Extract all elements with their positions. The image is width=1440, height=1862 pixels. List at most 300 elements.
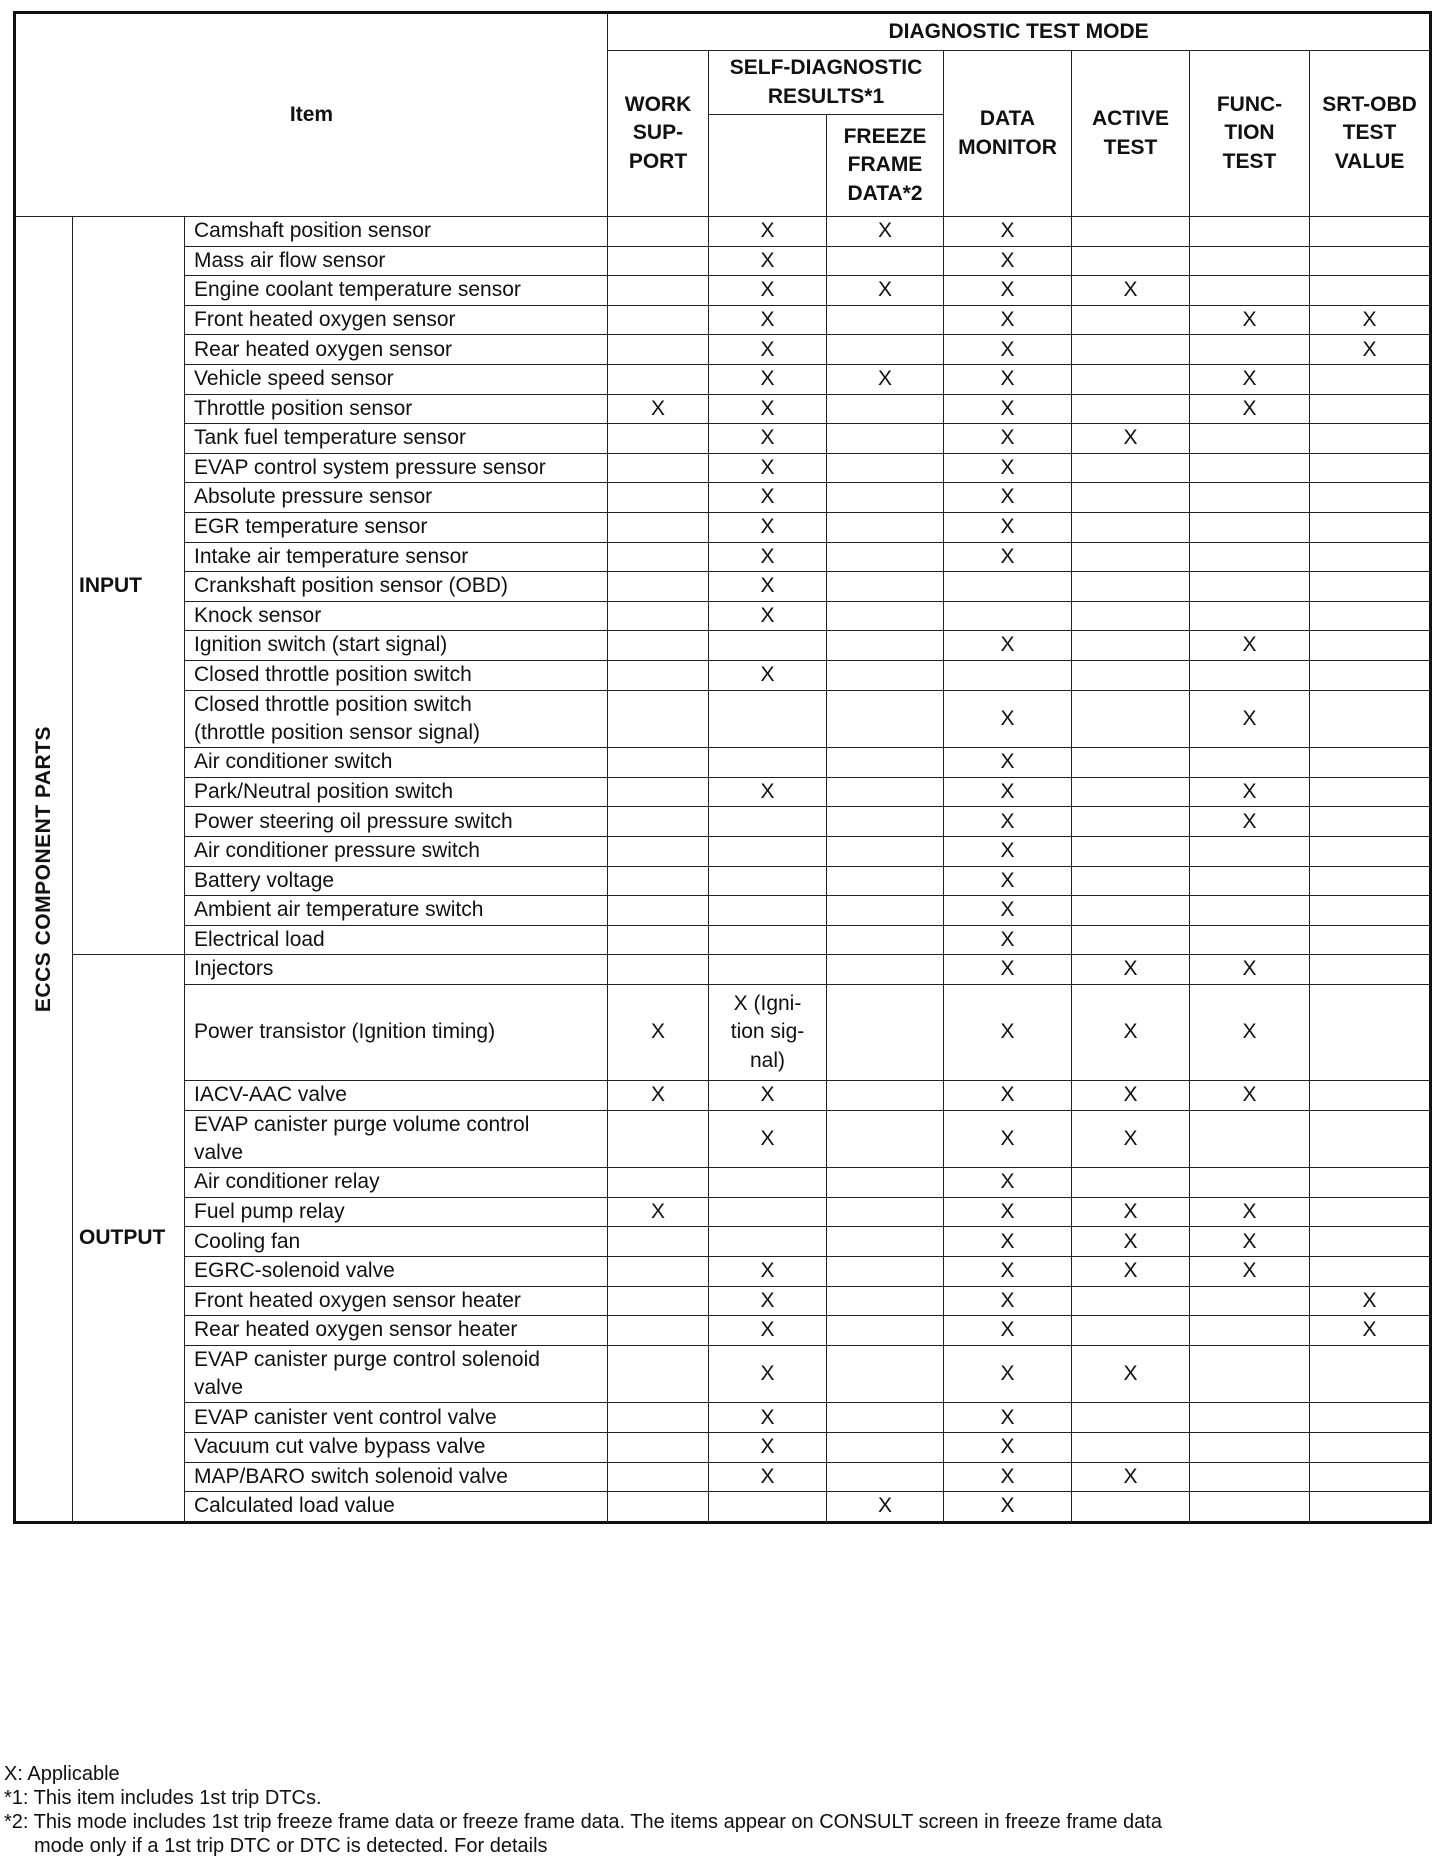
function-test-cell: X	[1190, 364, 1310, 394]
item-name: Vacuum cut valve bypass valve	[185, 1433, 608, 1463]
active-test-cell	[1072, 246, 1190, 276]
work-support-cell	[608, 1257, 709, 1287]
freeze-frame-cell	[827, 1316, 944, 1346]
freeze-frame-cell	[827, 572, 944, 602]
self-diagnostic-cell	[709, 955, 827, 985]
function-test-cell	[1190, 748, 1310, 778]
data-monitor-cell: X	[944, 335, 1072, 365]
function-test-cell	[1190, 1433, 1310, 1463]
self-diagnostic-cell: X	[709, 777, 827, 807]
active-test-cell: X	[1072, 1080, 1190, 1110]
function-test-cell	[1190, 1168, 1310, 1198]
active-test-cell	[1072, 335, 1190, 365]
active-test-cell	[1072, 660, 1190, 690]
self-diagnostic-cell: X	[709, 276, 827, 306]
freeze-frame-cell: X	[827, 217, 944, 247]
function-test-cell: X	[1190, 1197, 1310, 1227]
item-name: EVAP canister purge volume control valve	[185, 1110, 608, 1168]
work-support-cell	[608, 335, 709, 365]
active-test-cell	[1072, 748, 1190, 778]
srt-obd-cell	[1310, 601, 1431, 631]
self-diagnostic-cell: X	[709, 1345, 827, 1403]
self-diagnostic-cell	[709, 896, 827, 926]
work-support-cell	[608, 866, 709, 896]
freeze-frame-cell	[827, 542, 944, 572]
active-test-cell	[1072, 364, 1190, 394]
item-name: Injectors	[185, 955, 608, 985]
table-row	[15, 1403, 1431, 1433]
item-name: IACV-AAC valve	[185, 1080, 608, 1110]
function-test-cell: X	[1190, 690, 1310, 748]
item-name: Closed throttle position switch	[185, 660, 608, 690]
active-test-cell	[1072, 1492, 1190, 1522]
self-diagnostic-cell: X	[709, 1433, 827, 1463]
srt-obd-cell	[1310, 364, 1431, 394]
freeze-frame-cell	[827, 512, 944, 542]
active-test-cell	[1072, 1168, 1190, 1198]
function-test-cell	[1190, 246, 1310, 276]
freeze-frame-cell	[827, 1227, 944, 1257]
data-monitor-cell: X	[944, 1316, 1072, 1346]
self-diagnostic-cell	[709, 631, 827, 661]
freeze-frame-cell	[827, 335, 944, 365]
active-test-cell	[1072, 512, 1190, 542]
active-test-cell	[1072, 483, 1190, 513]
srt-obd-cell: X	[1310, 1286, 1431, 1316]
table-row	[15, 512, 1431, 542]
active-test-cell: X	[1072, 1462, 1190, 1492]
active-test-cell: X	[1072, 1197, 1190, 1227]
table-row	[15, 394, 1431, 424]
header-diagnostic-test-mode: DIAGNOSTIC TEST MODE	[608, 13, 1431, 51]
function-test-cell: X	[1190, 631, 1310, 661]
function-test-cell	[1190, 601, 1310, 631]
freeze-frame-cell	[827, 984, 944, 1080]
data-monitor-cell: X	[944, 984, 1072, 1080]
work-support-cell	[608, 572, 709, 602]
item-name: Park/Neutral position switch	[185, 777, 608, 807]
table-row	[15, 1257, 1431, 1287]
self-diagnostic-cell: X	[709, 1462, 827, 1492]
table-row	[15, 807, 1431, 837]
srt-obd-cell	[1310, 572, 1431, 602]
self-diagnostic-cell	[709, 925, 827, 955]
footnote-1: *1: This item includes 1st trip DTCs.	[4, 1787, 322, 1809]
self-diagnostic-cell	[709, 748, 827, 778]
table-row	[15, 483, 1431, 513]
work-support-cell	[608, 836, 709, 866]
self-diagnostic-cell: X	[709, 1080, 827, 1110]
self-diagnostic-cell: X	[709, 335, 827, 365]
freeze-frame-cell	[827, 836, 944, 866]
function-test-cell	[1190, 1345, 1310, 1403]
active-test-cell: X	[1072, 984, 1190, 1080]
freeze-frame-cell	[827, 631, 944, 661]
freeze-frame-cell: X	[827, 1492, 944, 1522]
item-name: Knock sensor	[185, 601, 608, 631]
data-monitor-cell: X	[944, 1110, 1072, 1168]
header-row-1	[15, 13, 1431, 51]
footnote-2-continued: mode only if a 1st trip DTC or DTC is detected. For details	[34, 1835, 548, 1857]
table-row	[15, 631, 1431, 661]
work-support-cell	[608, 512, 709, 542]
srt-obd-cell	[1310, 1433, 1431, 1463]
srt-obd-cell	[1310, 690, 1431, 748]
table-row	[15, 246, 1431, 276]
freeze-frame-cell	[827, 601, 944, 631]
function-test-cell	[1190, 1492, 1310, 1522]
active-test-cell	[1072, 866, 1190, 896]
function-test-cell	[1190, 1316, 1310, 1346]
work-support-cell	[608, 690, 709, 748]
active-test-cell	[1072, 217, 1190, 247]
data-monitor-cell	[944, 572, 1072, 602]
freeze-frame-cell	[827, 453, 944, 483]
work-support-cell: X	[608, 394, 709, 424]
item-name: Vehicle speed sensor	[185, 364, 608, 394]
item-name: Power transistor (Ignition timing)	[185, 984, 608, 1080]
table-row	[15, 1286, 1431, 1316]
table-row	[15, 777, 1431, 807]
work-support-cell	[608, 925, 709, 955]
work-support-cell	[608, 1316, 709, 1346]
srt-obd-cell	[1310, 1345, 1431, 1403]
function-test-cell	[1190, 925, 1310, 955]
function-test-cell	[1190, 836, 1310, 866]
data-monitor-cell	[944, 660, 1072, 690]
function-test-cell	[1190, 1462, 1310, 1492]
srt-obd-cell	[1310, 660, 1431, 690]
function-test-cell: X	[1190, 394, 1310, 424]
self-diagnostic-cell	[709, 690, 827, 748]
item-name: Electrical load	[185, 925, 608, 955]
function-test-cell	[1190, 542, 1310, 572]
table-row	[15, 276, 1431, 306]
item-name: Calculated load value	[185, 1492, 608, 1522]
header-data-monitor: DATA MONITOR	[944, 51, 1072, 217]
work-support-cell	[608, 305, 709, 335]
self-diagnostic-cell: X	[709, 246, 827, 276]
active-test-cell	[1072, 1316, 1190, 1346]
table-row	[15, 542, 1431, 572]
item-name: Cooling fan	[185, 1227, 608, 1257]
active-test-cell: X	[1072, 276, 1190, 306]
freeze-frame-cell	[827, 1168, 944, 1198]
table-row	[15, 660, 1431, 690]
self-diagnostic-cell: X	[709, 1110, 827, 1168]
srt-obd-cell	[1310, 217, 1431, 247]
self-diagnostic-cell: X	[709, 1286, 827, 1316]
data-monitor-cell: X	[944, 748, 1072, 778]
item-name: Closed throttle position switch (throttle position sensor signal)	[185, 690, 608, 748]
item-name: Power steering oil pressure switch	[185, 807, 608, 837]
freeze-frame-cell	[827, 305, 944, 335]
table-row	[15, 1080, 1431, 1110]
srt-obd-cell	[1310, 866, 1431, 896]
header-self-diag-blank	[709, 115, 827, 217]
self-diagnostic-cell: X	[709, 217, 827, 247]
data-monitor-cell: X	[944, 866, 1072, 896]
table-row	[15, 1227, 1431, 1257]
item-name: EVAP canister purge control solenoid valve	[185, 1345, 608, 1403]
data-monitor-cell: X	[944, 364, 1072, 394]
freeze-frame-cell	[827, 1403, 944, 1433]
work-support-cell	[608, 542, 709, 572]
function-test-cell: X	[1190, 807, 1310, 837]
active-test-cell	[1072, 836, 1190, 866]
data-monitor-cell: X	[944, 394, 1072, 424]
work-support-cell: X	[608, 984, 709, 1080]
diagnostic-table-sheet	[13, 11, 1432, 1524]
srt-obd-cell	[1310, 836, 1431, 866]
header-srt-obd-test-value: SRT-OBD TEST VALUE	[1310, 51, 1431, 217]
table-row	[15, 836, 1431, 866]
self-diagnostic-cell	[709, 836, 827, 866]
srt-obd-cell: X	[1310, 335, 1431, 365]
self-diagnostic-cell	[709, 1492, 827, 1522]
active-test-cell	[1072, 690, 1190, 748]
freeze-frame-cell	[827, 777, 944, 807]
item-name: Fuel pump relay	[185, 1197, 608, 1227]
self-diagnostic-cell: X	[709, 1316, 827, 1346]
self-diagnostic-cell: X	[709, 1257, 827, 1287]
work-support-cell	[608, 276, 709, 306]
freeze-frame-cell	[827, 246, 944, 276]
data-monitor-cell: X	[944, 955, 1072, 985]
table-row	[15, 1462, 1431, 1492]
function-test-cell: X	[1190, 777, 1310, 807]
freeze-frame-cell	[827, 1197, 944, 1227]
function-test-cell	[1190, 866, 1310, 896]
work-support-cell	[608, 1433, 709, 1463]
item-name: Throttle position sensor	[185, 394, 608, 424]
item-name: Ambient air temperature switch	[185, 896, 608, 926]
table-row	[15, 866, 1431, 896]
function-test-cell	[1190, 1286, 1310, 1316]
self-diagnostic-cell	[709, 807, 827, 837]
header-work-support: WORK SUP- PORT	[608, 51, 709, 217]
work-support-cell	[608, 364, 709, 394]
table-row	[15, 424, 1431, 454]
table-row	[15, 1197, 1431, 1227]
function-test-cell	[1190, 424, 1310, 454]
function-test-cell	[1190, 453, 1310, 483]
self-diagnostic-cell: X	[709, 572, 827, 602]
self-diagnostic-cell: X	[709, 542, 827, 572]
item-name: Battery voltage	[185, 866, 608, 896]
active-test-cell	[1072, 453, 1190, 483]
group-output: OUTPUT	[73, 955, 185, 1522]
table-row	[15, 1168, 1431, 1198]
work-support-cell	[608, 777, 709, 807]
work-support-cell	[608, 1110, 709, 1168]
freeze-frame-cell	[827, 394, 944, 424]
work-support-cell	[608, 660, 709, 690]
work-support-cell	[608, 807, 709, 837]
work-support-cell	[608, 1286, 709, 1316]
function-test-cell	[1190, 1110, 1310, 1168]
freeze-frame-cell	[827, 925, 944, 955]
srt-obd-cell	[1310, 631, 1431, 661]
table-row	[15, 748, 1431, 778]
srt-obd-cell	[1310, 246, 1431, 276]
srt-obd-cell	[1310, 807, 1431, 837]
active-test-cell: X	[1072, 1345, 1190, 1403]
data-monitor-cell: X	[944, 542, 1072, 572]
data-monitor-cell: X	[944, 246, 1072, 276]
table-row	[15, 364, 1431, 394]
function-test-cell: X	[1190, 1080, 1310, 1110]
item-name: Intake air temperature sensor	[185, 542, 608, 572]
self-diagnostic-cell	[709, 866, 827, 896]
function-test-cell	[1190, 217, 1310, 247]
active-test-cell	[1072, 1286, 1190, 1316]
data-monitor-cell: X	[944, 217, 1072, 247]
srt-obd-cell	[1310, 777, 1431, 807]
item-name: EVAP canister vent control valve	[185, 1403, 608, 1433]
data-monitor-cell: X	[944, 305, 1072, 335]
work-support-cell	[608, 453, 709, 483]
work-support-cell	[608, 1403, 709, 1433]
item-name: Air conditioner relay	[185, 1168, 608, 1198]
active-test-cell	[1072, 394, 1190, 424]
data-monitor-cell: X	[944, 1403, 1072, 1433]
table-body	[15, 13, 1431, 1523]
active-test-cell: X	[1072, 424, 1190, 454]
active-test-cell	[1072, 631, 1190, 661]
work-support-cell	[608, 1168, 709, 1198]
srt-obd-cell	[1310, 1197, 1431, 1227]
srt-obd-cell	[1310, 1110, 1431, 1168]
self-diagnostic-cell	[709, 1168, 827, 1198]
freeze-frame-cell	[827, 1257, 944, 1287]
footnote-applicable: X: Applicable	[4, 1763, 120, 1785]
item-name: Mass air flow sensor	[185, 246, 608, 276]
freeze-frame-cell	[827, 748, 944, 778]
freeze-frame-cell	[827, 1110, 944, 1168]
item-name: EVAP control system pressure sensor	[185, 453, 608, 483]
table-row	[15, 1316, 1431, 1346]
data-monitor-cell: X	[944, 777, 1072, 807]
table-row	[15, 955, 1431, 985]
work-support-cell	[608, 1227, 709, 1257]
freeze-frame-cell	[827, 896, 944, 926]
work-support-cell: X	[608, 1080, 709, 1110]
data-monitor-cell: X	[944, 631, 1072, 661]
header-active-test: ACTIVE TEST	[1072, 51, 1190, 217]
self-diagnostic-cell	[709, 1197, 827, 1227]
item-name: Engine coolant temperature sensor	[185, 276, 608, 306]
data-monitor-cell: X	[944, 1227, 1072, 1257]
table-row	[15, 453, 1431, 483]
table-row	[15, 896, 1431, 926]
item-name: Camshaft position sensor	[185, 217, 608, 247]
self-diagnostic-cell: X (Igni- tion sig- nal)	[709, 984, 827, 1080]
freeze-frame-cell: X	[827, 364, 944, 394]
srt-obd-cell	[1310, 453, 1431, 483]
active-test-cell	[1072, 777, 1190, 807]
work-support-cell	[608, 217, 709, 247]
header-self-diagnostic-results: SELF-DIAGNOSTIC RESULTS*1	[709, 51, 944, 115]
work-support-cell	[608, 1345, 709, 1403]
self-diagnostic-cell: X	[709, 364, 827, 394]
function-test-cell	[1190, 512, 1310, 542]
data-monitor-cell: X	[944, 1286, 1072, 1316]
function-test-cell: X	[1190, 984, 1310, 1080]
active-test-cell: X	[1072, 1257, 1190, 1287]
function-test-cell	[1190, 572, 1310, 602]
data-monitor-cell: X	[944, 276, 1072, 306]
function-test-cell	[1190, 276, 1310, 306]
freeze-frame-cell	[827, 1345, 944, 1403]
active-test-cell	[1072, 925, 1190, 955]
active-test-cell: X	[1072, 1110, 1190, 1168]
srt-obd-cell	[1310, 1080, 1431, 1110]
data-monitor-cell: X	[944, 896, 1072, 926]
data-monitor-cell: X	[944, 1197, 1072, 1227]
function-test-cell: X	[1190, 955, 1310, 985]
table-row	[15, 690, 1431, 748]
self-diagnostic-cell: X	[709, 453, 827, 483]
header-item: Item	[15, 13, 608, 217]
table-row	[15, 984, 1431, 1080]
freeze-frame-cell	[827, 424, 944, 454]
data-monitor-cell: X	[944, 925, 1072, 955]
self-diagnostic-cell: X	[709, 660, 827, 690]
self-diagnostic-cell: X	[709, 512, 827, 542]
freeze-frame-cell	[827, 955, 944, 985]
item-name: MAP/BARO switch solenoid valve	[185, 1462, 608, 1492]
function-test-cell	[1190, 896, 1310, 926]
srt-obd-cell	[1310, 1257, 1431, 1287]
function-test-cell	[1190, 335, 1310, 365]
srt-obd-cell	[1310, 1403, 1431, 1433]
data-monitor-cell: X	[944, 424, 1072, 454]
category-label: ECCS COMPONENT PARTS	[31, 725, 55, 1012]
work-support-cell	[608, 483, 709, 513]
srt-obd-cell	[1310, 1227, 1431, 1257]
work-support-cell	[608, 246, 709, 276]
data-monitor-cell: X	[944, 483, 1072, 513]
item-name: Absolute pressure sensor	[185, 483, 608, 513]
active-test-cell	[1072, 572, 1190, 602]
category-cell	[15, 217, 73, 1523]
group-input: INPUT	[73, 217, 185, 955]
table-row	[15, 335, 1431, 365]
freeze-frame-cell	[827, 1080, 944, 1110]
active-test-cell	[1072, 896, 1190, 926]
freeze-frame-cell	[827, 483, 944, 513]
function-test-cell	[1190, 660, 1310, 690]
work-support-cell	[608, 896, 709, 926]
srt-obd-cell	[1310, 276, 1431, 306]
active-test-cell: X	[1072, 955, 1190, 985]
srt-obd-cell	[1310, 984, 1431, 1080]
table-row	[15, 305, 1431, 335]
data-monitor-cell: X	[944, 836, 1072, 866]
freeze-frame-cell	[827, 807, 944, 837]
footnotes	[4, 1762, 1434, 1858]
freeze-frame-cell	[827, 660, 944, 690]
srt-obd-cell	[1310, 896, 1431, 926]
srt-obd-cell: X	[1310, 1316, 1431, 1346]
function-test-cell	[1190, 1403, 1310, 1433]
header-freeze-frame-data: FREEZE FRAME DATA*2	[827, 115, 944, 217]
freeze-frame-cell	[827, 690, 944, 748]
srt-obd-cell	[1310, 512, 1431, 542]
srt-obd-cell	[1310, 925, 1431, 955]
table-row	[15, 217, 1431, 247]
